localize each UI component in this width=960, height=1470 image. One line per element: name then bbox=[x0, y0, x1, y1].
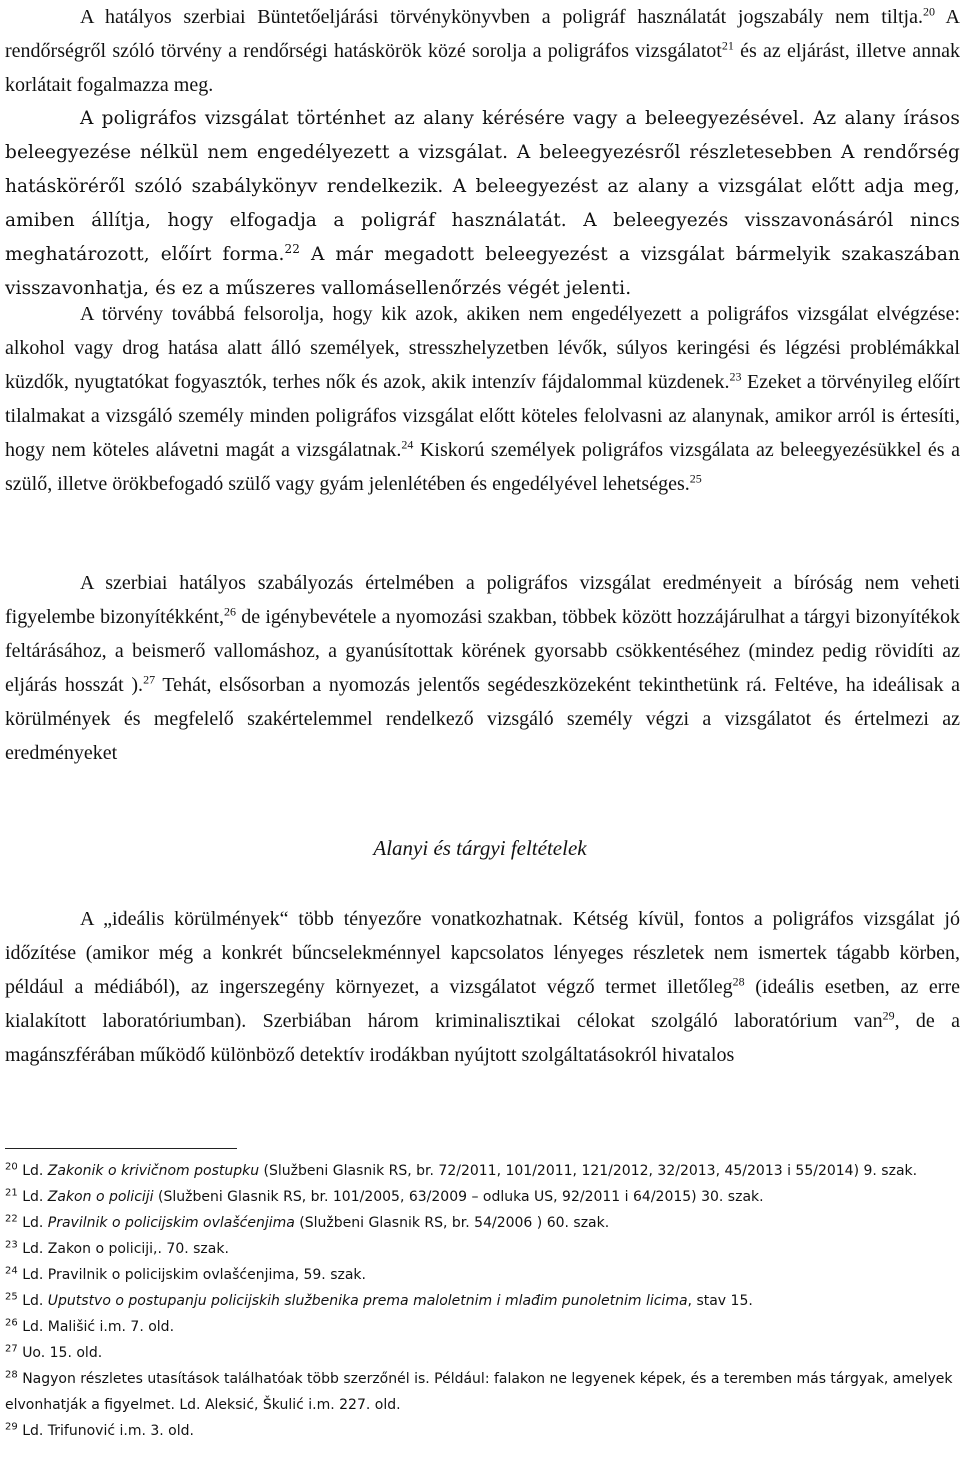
footnote bbox=[5, 1366, 960, 1418]
footnote-text: Ld. bbox=[22, 1189, 48, 1205]
footnote-text: (Službeni Glasnik RS, br. 72/2011, 101/2011, 121/2012, 32/2013, 45/2013 i 55/2014) 9. szak. bbox=[259, 1163, 918, 1179]
footnote-ref[interactable]: 22 bbox=[284, 241, 300, 256]
text-run: A törvény továbbá felsorolja, hogy kik azok, akiken nem engedélyezett a poligráfos vizsgálat elvégzése: alkohol vagy drog hatása alatt álló személyek, stresszhelyzetben lévők, súlyos keringési és légzési problémákkal küzdők, nyugtatókat fogyasztók, terhes nők és azok, akik intenzív fájdalommal küzdenek. bbox=[5, 303, 960, 393]
text-run: A „ideális körülmények“ több tényezőre vonatkozhatnak. Kétség kívül, fontos a poligráfos vizsgálat jó időzítése (amikor még a konkrét bűncselekménnyel kapcsolatos lényeges részletek nem ismertek tágabb körben, például a médiából), az ingerszegény környezet, a vizsgálatot végző termet illetőleg bbox=[5, 908, 960, 998]
footnote-text: Ld. Zakon o policiji,. 70. szak. bbox=[22, 1241, 229, 1257]
text-run: és az eljárást, illetve annak korlátait fogalmazza meg. bbox=[5, 40, 960, 96]
body-paragraph-1 bbox=[5, 0, 960, 306]
footnote-number: 27 bbox=[5, 1343, 18, 1355]
footnote-text: Ld. bbox=[22, 1163, 48, 1179]
footnotes bbox=[5, 1158, 960, 1444]
footnote-text: , stav 15. bbox=[687, 1293, 753, 1309]
footnote-text: Nagyon részletes utasítások találhatóak több szerzőnél is. Például: falakon ne legyenek képek, és a teremben más tárgyak, amelyek elvonhatják a figyelmet. Ld. Aleksić, Škulić i.m. 227. old. bbox=[5, 1371, 953, 1413]
footnote-text: Ld. Trifunović i.m. 3. old. bbox=[22, 1423, 194, 1439]
footnote-text: (Službeni Glasnik RS, br. 54/2006 ) 60. szak. bbox=[294, 1215, 610, 1231]
footnote-number: 21 bbox=[5, 1187, 18, 1199]
text-run: Kiskorú személyek poligráfos vizsgálata az beleegyezésükkel és a szülő, illetve örökbefogadó szülő vagy gyám jelenlétében és engedélyével lehetséges. bbox=[5, 439, 960, 495]
footnote-number: 25 bbox=[5, 1291, 18, 1303]
footnote-text: Ld. bbox=[22, 1293, 48, 1309]
footnote-ref[interactable]: 25 bbox=[689, 471, 702, 486]
footnote-ref[interactable]: 21 bbox=[721, 38, 734, 53]
text-run: Tehát, elsősorban a nyomozás jelentős segédeszközeként tekinthetünk rá. Feltéve, ha ideálisak a körülmények és megfelelő szakértelemmel rendelkező vizsgáló személy végzi a vizsgálatot és értelmezi az eredményeket bbox=[5, 674, 960, 764]
footnote-source-title: Zakonik o krivičnom postupku bbox=[47, 1163, 260, 1179]
footnote bbox=[5, 1314, 960, 1340]
footnote-number: 29 bbox=[5, 1421, 18, 1433]
footnote bbox=[5, 1340, 960, 1366]
footnote-number: 26 bbox=[5, 1317, 18, 1329]
footnote bbox=[5, 1158, 960, 1184]
footnote-number: 20 bbox=[5, 1161, 18, 1173]
footnote bbox=[5, 1210, 960, 1236]
footnote-separator bbox=[5, 1148, 237, 1149]
footnote-ref[interactable]: 24 bbox=[401, 437, 414, 452]
footnote bbox=[5, 1184, 960, 1210]
text-run: Ezeket a törvényileg előírt tilalmakat a vizsgáló személy minden poligráfos vizsgálat előtt köteles felolvasni az alanynak, amikor arról is értesíti, hogy nem köteles alávetni magát a vizsgálatnak. bbox=[5, 371, 960, 461]
footnote-ref[interactable]: 28 bbox=[732, 974, 745, 989]
footnote-text: Uo. 15. old. bbox=[22, 1345, 103, 1361]
footnote-number: 22 bbox=[5, 1213, 18, 1225]
footnote-text: Ld. Pravilnik o policijskim ovlašćenjima, 59. szak. bbox=[22, 1267, 366, 1283]
footnote-ref[interactable]: 29 bbox=[882, 1008, 895, 1023]
footnote bbox=[5, 1236, 960, 1262]
text-run: A poligráfos vizsgálat történhet az alany kérésére vagy a beleegyezésével. Az alany írásos beleegyezése nélkül nem engedélyezett a vizsgálat. A beleegyezésről részletesebben A rendőrség hatásköréről szóló szabálykönyv rendelkezik. A beleegyezést az alany a vizsgálat előtt adja meg, amiben állítja, hogy elfogadja a poligráf használatát. A beleegyezés visszavonásáról nincs meghatározott, előírt forma. bbox=[5, 108, 960, 265]
body-paragraph-2 bbox=[5, 297, 960, 501]
footnote-ref[interactable]: 20 bbox=[922, 4, 935, 19]
text-run: de igénybevétele a nyomozási szakban, többek között hozzájárulhat a tárgyi bizonyítékok feltárásához, a beismerő vallomáshoz, a gyanúsítottak körének gyorsabb csökkentéséhez (mindez pedig rövidíti az eljárás hosszát ). bbox=[5, 606, 960, 696]
body-paragraph-4 bbox=[5, 902, 960, 1072]
footnote bbox=[5, 1288, 960, 1314]
footnote-ref[interactable]: 26 bbox=[224, 604, 237, 619]
text-run: , de a magánszférában működő különböző detektív irodákban nyújtott szolgáltatásokról hivatalos bbox=[5, 1010, 960, 1066]
footnote-text: Ld. bbox=[22, 1215, 48, 1231]
text-run: (ideális esetben, az erre kialakított laboratóriumban). Szerbiában három kriminalisztikai célokat szolgáló laboratórium van bbox=[5, 976, 960, 1032]
footnote-source-title: Uputstvo o postupanju policijskih službenika prema maloletnim i mlađim punoletnim licima bbox=[47, 1293, 688, 1309]
section-heading: Alanyi és tárgyi feltételek bbox=[373, 836, 587, 860]
footnote-source-title: Pravilnik o policijskim ovlašćenjima bbox=[47, 1215, 295, 1231]
footnote-ref[interactable]: 27 bbox=[143, 672, 156, 687]
footnote bbox=[5, 1262, 960, 1288]
text-run: A hatályos szerbiai Büntetőeljárási törvénykönyvben a poligráf használatát jogszabály nem tiltja. bbox=[80, 6, 923, 28]
footnote-number: 28 bbox=[5, 1369, 18, 1381]
body-paragraph-3 bbox=[5, 566, 960, 770]
text-run: A már megadott beleegyezést a vizsgálat bármelyik szakaszában visszavonhatja, és ez a műszeres vallomásellenőrzés végét jelenti. bbox=[5, 244, 960, 299]
footnote bbox=[5, 1418, 960, 1444]
footnote-text: (Službeni Glasnik RS, br. 101/2005, 63/2009 – odluka US, 92/2011 i 64/2015) 30. szak. bbox=[153, 1189, 764, 1205]
footnote-source-title: Zakon o policiji bbox=[47, 1189, 154, 1205]
footnote-number: 23 bbox=[5, 1239, 18, 1251]
footnote-number: 24 bbox=[5, 1265, 18, 1277]
footnote-ref[interactable]: 23 bbox=[729, 369, 742, 384]
text-run: A rendőrségről szóló törvény a rendőrségi hatáskörök közé sorolja a poligráfos vizsgálatot bbox=[5, 6, 960, 62]
text-run: A szerbiai hatályos szabályozás értelmében a poligráfos vizsgálat eredményeit a bíróság nem veheti figyelembe bizonyítékként, bbox=[5, 572, 960, 628]
footnote-text: Ld. Mališić i.m. 7. old. bbox=[22, 1319, 175, 1335]
